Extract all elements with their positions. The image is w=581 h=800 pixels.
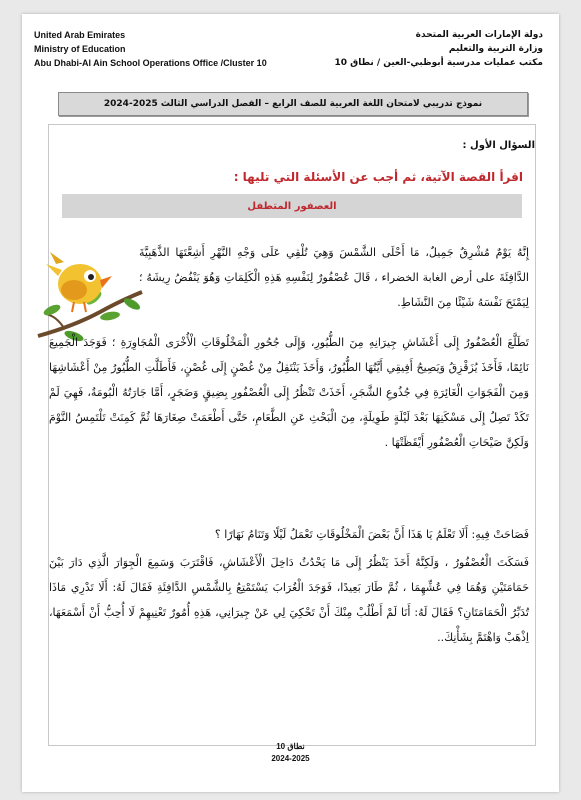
story-paragraph: إِنَّهُ يَوْمٌ مُشْرِقٌ جَمِيلٌ، مَا أَحْلَى الشَّمْسَ وَهِيَ تُلْقِي عَلَى وَجْهِ النَّهْرِ أَشِعَّتَهَا الذَّهَبِيَّةَ الدَّافِئَةَ على أرض الغابة الخضراء ، قَالَ عُصْفُورٌ لِنَفْسِهِ هَذِهِ الْكَلِمَاتِ وَهُوَ يَنْفُضُ رِيشَهُ ؛ لِيَمْنَحَ نَفْسَهُ شَيْئًا مِنَ النَّشَاطِ. [139,246,529,309]
header-arabic [283,28,543,70]
header-english [34,28,294,70]
header-office: Abu Dhabi-Al Ain School Operations Office /Cluster 10 [34,58,267,68]
header-country-ar: دولة الإمارات العربية المتحدة [415,30,543,40]
exam-title: نموذج تدريبي لامتحان اللغة العربية للصف الرابع – الفصل الدراسي الثالث 2025-2024 [103,99,483,109]
footer-year: 2024-2025 [271,754,310,763]
story-paragraph: تَطَلَّعَ الْعُصْفُورُ إِلَى أَعْشَاشِ جِيرَانِهِ مِنَ الطُّيُورِ، وَإِلَى جُحُورِ الْمَخْلُوقَاتِ الْأُخْرَى الْمُجَاوِرَةِ ؛ فَوَجَدَ الْجَمِيعَ نَائِمًا، فَأَخَذَ يُزَقْزِقُ وَيَصِيحُ أَفِيقِي أَيَّتُهَا الطُّيُورُ، وَأَخَذَ يَنْتَقِلُ مِنْ غُصْنٍ إِلَى غُصْنٍ، فَأَطَلَّتِ الطُّيُورُ مِنْ أَعْشَاشِهَا وَمِنَ الْفَجَوَاتِ الْغَائِرَةِ فِي جُذُوعِ الشَّجَرِ، أَخَذَتْ تَنْظُرُ إِلَى الْعُصْفُورِ بِضِيقٍ وَضَجَرٍ، أَمَّا جَارَتُهُ الْبُومَةُ، فَهِيَ لَمْ تَكَدْ تَصِلُ إِلَى مَسْكَنِهَا بَعْدَ لَيْلَةٍ طَوِيلَةٍ، مِنَ الْبَحْثِ عَنِ الطَّعَامِ، حَتَّى أَطْعَمَتْ صِغَارَهَا ثُمَّ كَمِنَتْ تَلْتَمِسُ النَّوْمَ وَلَكِنَّ صَيْحَاتِ الْعُصْفُورِ أَيْقَظَتْهَا . [49,336,529,449]
footer-cluster: نطاق 10 [276,742,305,751]
header-country: United Arab Emirates [34,30,126,40]
header-office-ar: مكتب عمليات مدرسية أبوظبي-العين / نطاق 10 [334,58,543,68]
reading-instruction: اقرأ القصة الآتية، ثم أجب عن الأسئلة التي تليها : [233,170,523,184]
story-title-bar [62,194,522,218]
exam-title-banner [58,92,528,116]
story-paragraph: فَسَكَتَ الْعُصْفُورُ ، وَلَكِنَّهُ أَخَذَ يَنْظُرُ إِلَى مَا يَحْدُثُ دَاخِلَ الْأَعْشَاشِ، فَاقْتَرَبَ وَسَمِعَ الْجِوَارَ الَّذِي دَارَ بَيْنَ حَمَامَتَيْنِ وَهُمَا فِي عُشِّهِمَا ، ثُمَّ طَارَ بَعِيدًا، فَوَجَدَ الْغُرَابَ يَسْتَمْتِعُ بِالشَّمْسِ الدَّافِئَةِ فَقَالَ لَهُ: أَلَا تَدْرِي مَاذَا تُدَبِّرُ الْحَمَامَتَانِ؟ فَقَالَ لَهُ: أَنَا لَمْ أَطْلُبْ مِنْكَ أَنْ تَحْكِيَ لِي عَنْ جِيرَانِي، هَذِهِ أُمُورٌ تَعْنِيهِمْ لَا أُحِبُّ أَنْ أَسْمَعَهَا، اِذْهَبْ وَاهْتَمَّ بِشَأْنِكَ.. [49,556,529,644]
document-page [22,14,559,792]
question-label: السؤال الأول : [462,140,535,151]
story-title: العصفور المتطفل [247,200,337,212]
header-ministry: Ministry of Education [34,44,126,54]
header-ministry-ar: وزارة التربية والتعليم [448,44,543,54]
story-paragraph: فَصَاحَتْ فِيهِ: أَلَا تَعْلَمُ يَا هَذَا أَنَّ بَعْضَ الْمَخْلُوقَاتِ تَعْمَلُ لَيْلًا وَتَنَامُ نَهَارًا ؟ [214,528,529,541]
